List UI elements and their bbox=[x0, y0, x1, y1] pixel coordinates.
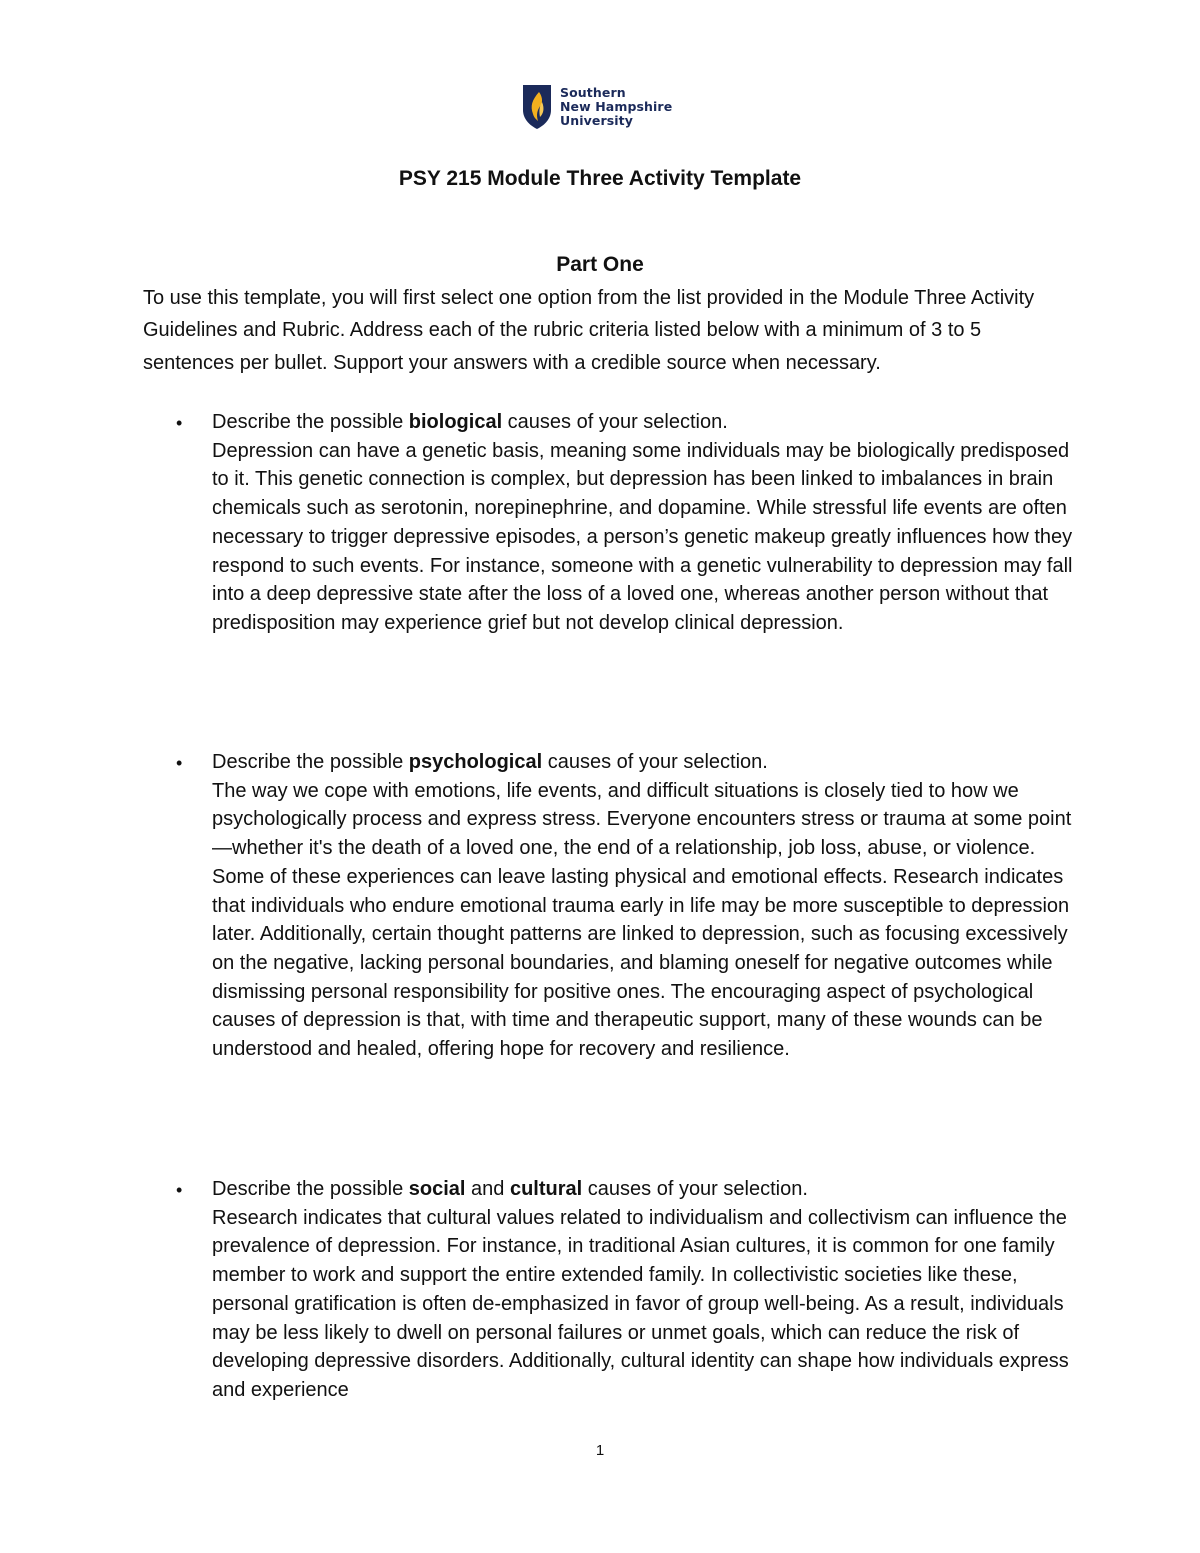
prompt-keyword: social bbox=[408, 1178, 466, 1200]
document-title: PSY 215 Module Three Activity Template bbox=[398, 167, 802, 190]
bullet-icon: • bbox=[176, 753, 183, 773]
prompt-text: Describe the possible bbox=[212, 1178, 409, 1200]
logo-line-3: University bbox=[560, 113, 633, 128]
criteria-prompt bbox=[212, 748, 1074, 777]
shield-flame-icon bbox=[522, 84, 552, 130]
prompt-text: Describe the possible bbox=[212, 411, 409, 433]
prompt-keyword: cultural bbox=[509, 1178, 583, 1200]
university-logo bbox=[522, 84, 672, 130]
criteria-prompt bbox=[212, 1175, 1074, 1204]
intro-paragraph: To use this template, you will first select one option from the list provided in the Module Three Activity Guidelines and Rubric. Address each of the rubric criteria listed below with a minimum of 3 to 5 sentences per bullet. Support your answers with a credible source when necessary. bbox=[143, 287, 1035, 374]
page-number: 1 bbox=[595, 1442, 605, 1459]
bullet-icon: • bbox=[176, 413, 183, 433]
logo-wordmark bbox=[560, 86, 672, 128]
response-text: Research indicates that cultural values related to individualism and collectivism can influence the prevalence of depression. For instance, in traditional Asian cultures, it is common for one family member to work and support the entire extended family. In collectivistic societies like these, personal gratification is often de-emphasized in favor of group well-being. As a result, individuals may be less likely to dwell on personal failures or unmet goals, which can reduce the risk of developing depressive disorders. Additionally, cultural identity can shape how individuals express and experience bbox=[212, 1206, 1069, 1401]
criteria-prompt bbox=[212, 408, 1074, 437]
prompt-text: causes of your selection. bbox=[542, 751, 768, 773]
logo-line-1: Southern bbox=[560, 85, 626, 100]
bullet-icon: • bbox=[176, 1180, 183, 1200]
response-text: The way we cope with emotions, life events, and difficult situations is closely tied to how we psychologically process and express stress. Everyone encounters stress or trauma at some point—whether it's the death of a loved one, the end of a relationship, job loss, abuse, or violence. Some of these experiences can leave lasting physical and emotional effects. Research indicates that individuals who endure emotional trauma early in life may be more susceptible to depression later. Additionally, certain thought patterns are linked to depression, such as focusing excessively on the negative, lacking personal boundaries, and blaming oneself for negative outcomes while dismissing personal responsibility for positive ones. The encouraging aspect of psychological causes of depression is that, with time and therapeutic support, many of these wounds can be understood and healed, offering hope for recovery and resilience. bbox=[212, 779, 1072, 1061]
part-heading: Part One bbox=[556, 253, 644, 276]
logo-line-2: New Hampshire bbox=[560, 99, 673, 114]
prompt-text: Describe the possible bbox=[212, 751, 409, 773]
prompt-text: causes of your selection. bbox=[502, 411, 728, 433]
criteria-item-social-cultural bbox=[212, 1175, 1074, 1405]
response-text: Depression can have a genetic basis, meaning some individuals may be biologically predisposed to it. This genetic connection is complex, but depression has been linked to imbalances in brain chemicals such as serotonin, norepinephrine, and dopamine. While stressful life events are often necessary to trigger depressive episodes, a person’s genetic makeup greatly influences how they respond to such events. For instance, someone with a genetic vulnerability to depression may fall into a deep depressive state after the loss of a loved one, whereas another person without that predisposition may experience grief but not develop clinical depression. bbox=[212, 439, 1073, 634]
criteria-item-psychological bbox=[212, 748, 1074, 1064]
prompt-keyword: psychological bbox=[408, 751, 543, 773]
prompt-text: causes of your selection. bbox=[582, 1178, 808, 1200]
criteria-item-biological bbox=[212, 408, 1074, 638]
prompt-text: and bbox=[465, 1178, 510, 1200]
prompt-keyword: biological bbox=[408, 411, 503, 433]
